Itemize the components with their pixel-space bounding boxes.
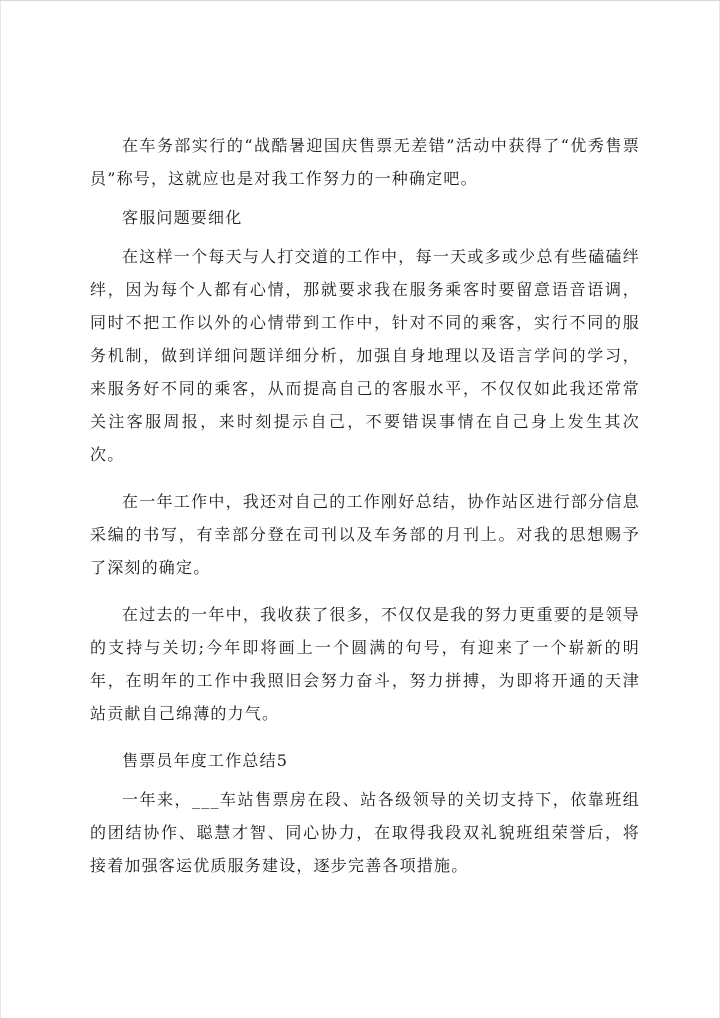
paragraph-customer-service: 在这样一个每天与人打交道的工作中，每一天或多或少总有些磕磕绊绊，因为每个人都有心情，那就要求我在服务乘客时要留意语音语调，同时不把工作以外的心情带到工作中，针对不同的乘客，实行不同的服务机制，做到详细问题详细分析，加强自身地理以及语言学问的学习，来服务好不同的乘客，从而提高自己的客服水平，不仅仅如此我还常常关注客服周报，来时刻提示自己，不要错误事情在自己身上发生其次次。 [90, 247, 640, 464]
paragraph-year-intro: 一年来，___车站售票房在段、站各级领导的关切支持下，依靠班组的团结协作、聪慧才智、同心协力，在取得我段双礼貌班组荣誉后，将接着加强客运优质服务建设，逐步完善各项措施。 [90, 790, 640, 875]
paragraph-year-review: 在过去的一年中，我收获了很多，不仅仅是我的努力更重要的是领导的支持与关切;今年即将画上一个圆满的句号，有迎来了一个崭新的明年，在明年的工作中我照旧会努力奋斗，努力拼搏，为即将开通的天津站贡献自己绵薄的力气。 [90, 605, 640, 723]
section-heading-customer-service: 客服问题要细化 [122, 208, 243, 227]
paragraph-work-summary: 在一年工作中，我还对自己的工作刚好总结，协作站区进行部分信息采编的书写，有幸部分登在司刊以及车务部的月刊上。对我的思想赐予了深刻的确定。 [90, 492, 640, 577]
section-heading-summary-5: 售票员年度工作总结5 [122, 751, 289, 770]
paragraph-award: 在车务部实行的“战酷暑迎国庆售票无差错”活动中获得了“优秀售票员”称号，这就应也是对我工作努力的一种确定吧。 [90, 136, 640, 188]
document-body [90, 129, 640, 882]
